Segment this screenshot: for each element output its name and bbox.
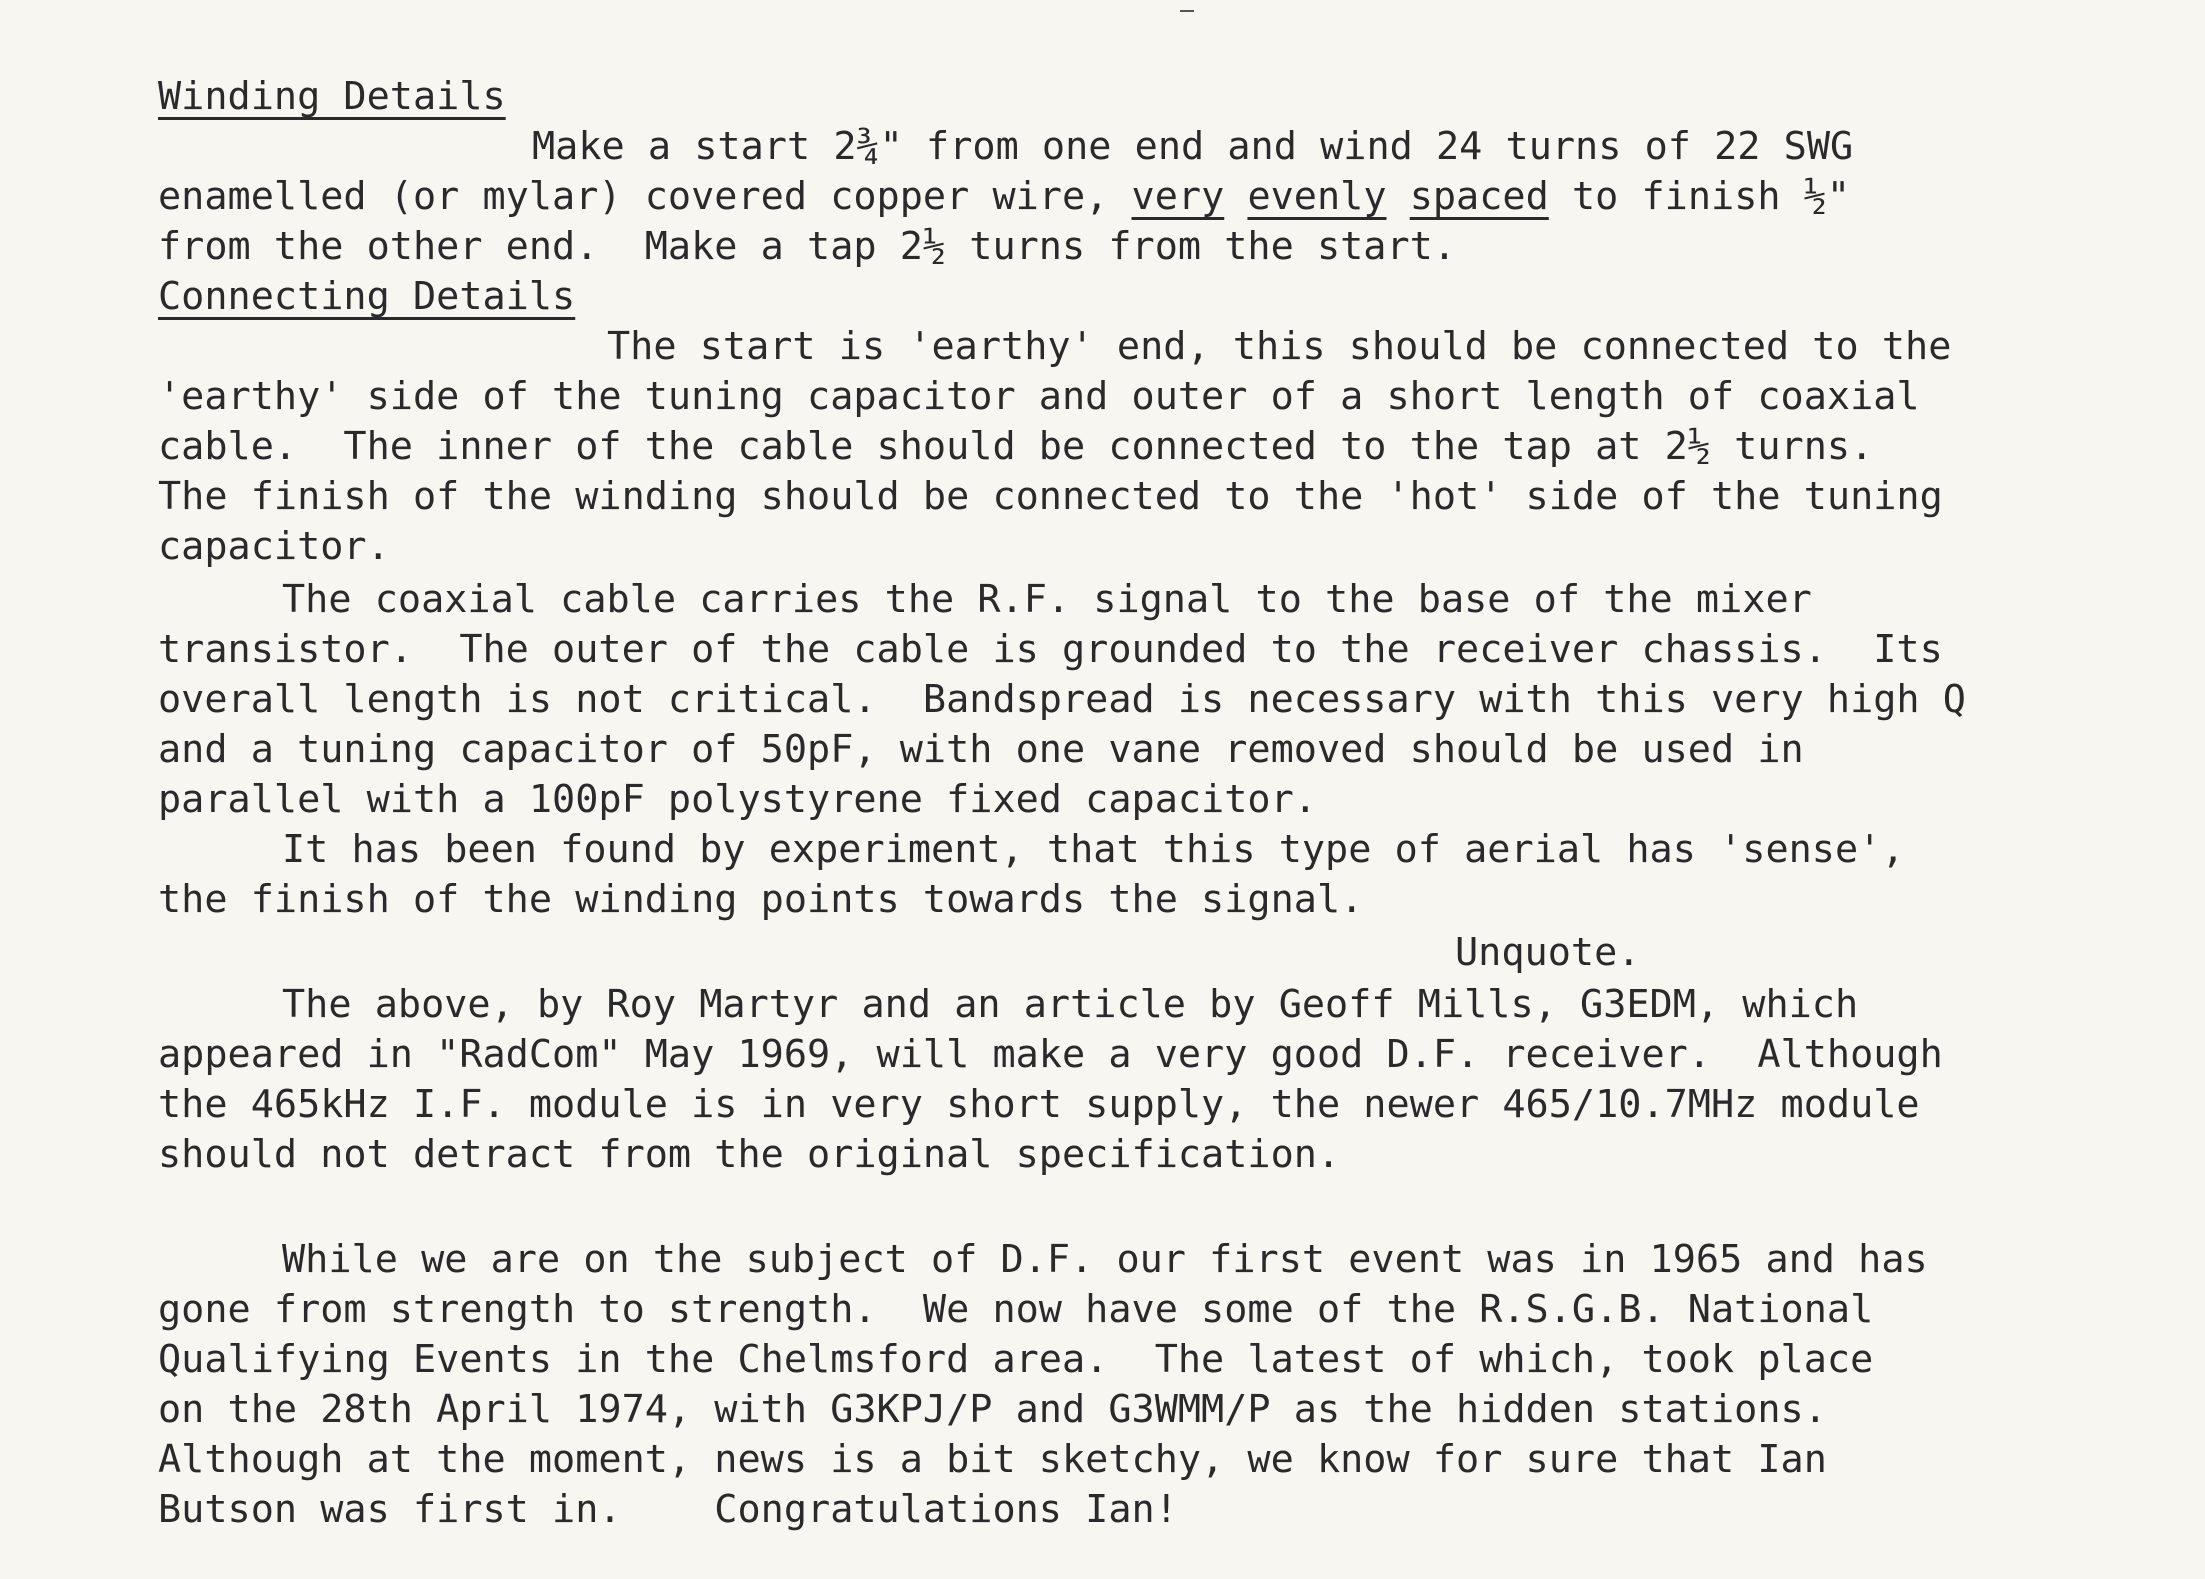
- winding-line-2: [158, 172, 1850, 222]
- df-para-line-5: Although at the moment, news is a bit sketchy, we know for sure that Ian: [158, 1437, 1827, 1482]
- winding-line-1: Make a start 2¾" from one end and wind 24 turns of 22 SWG: [532, 124, 1854, 169]
- df-para-line-3: Qualifying Events in the Chelmsford area. The latest of which, took place: [158, 1337, 1874, 1382]
- coax-para-line-4: and a tuning capacitor of 50pF, with one vane removed should be used in: [158, 727, 1804, 772]
- winding-line-3: from the other end. Make a tap 2½ turns from the start.: [158, 224, 1457, 269]
- connecting-line-1: The start is 'earthy' end, this should be connected to the: [607, 324, 1952, 369]
- winding-line-2a: enamelled (or mylar) covered copper wire,: [158, 174, 1132, 219]
- above-para-line-3: the 465kHz I.F. module is in very short supply, the newer 465/10.7MHz module: [158, 1082, 1920, 1127]
- ink-mark: [1180, 10, 1194, 12]
- above-para-line-4: should not detract from the original specification.: [158, 1132, 1341, 1177]
- connecting-line-2: 'earthy' side of the tuning capacitor and outer of a short length of coaxial: [158, 374, 1920, 419]
- df-para-line-4: on the 28th April 1974, with G3KPJ/P and G3WMM/P as the hidden stations.: [158, 1387, 1827, 1432]
- connecting-line-3: cable. The inner of the cable should be connected to the tap at 2½ turns.: [158, 424, 1874, 469]
- df-para-line-2: gone from strength to strength. We now have some of the R.S.G.B. National: [158, 1287, 1874, 1332]
- heading-connecting-details: Connecting Details: [158, 274, 576, 319]
- sense-para-line-1: It has been found by experiment, that this type of aerial has 'sense',: [282, 827, 1905, 872]
- connecting-line-4: The finish of the winding should be connected to the 'hot' side of the tuning: [158, 474, 1943, 519]
- df-para-line-1: While we are on the subject of D.F. our first event was in 1965 and has: [282, 1237, 1928, 1282]
- winding-line-2c: to finish ½": [1548, 174, 1851, 219]
- underlined-very: very: [1131, 174, 1225, 219]
- above-para-line-1: The above, by Roy Martyr and an article by Geoff Mills, G3EDM, which: [282, 982, 1859, 1027]
- heading-winding-details: Winding Details: [158, 74, 506, 119]
- coax-para-line-5: parallel with a 100pF polystyrene fixed capacitor.: [158, 777, 1317, 822]
- underlined-evenly: evenly: [1247, 174, 1387, 219]
- connecting-line-5: capacitor.: [158, 524, 390, 569]
- unquote: Unquote.: [1455, 930, 1641, 975]
- df-para-line-6: Butson was first in. Congratulations Ian!: [158, 1487, 1178, 1532]
- above-para-line-2: appeared in "RadCom" May 1969, will make a very good D.F. receiver. Although: [158, 1032, 1943, 1077]
- underlined-spaced: spaced: [1409, 174, 1549, 219]
- sense-para-line-2: the finish of the winding points towards the signal.: [158, 877, 1364, 922]
- coax-para-line-2: transistor. The outer of the cable is grounded to the receiver chassis. Its: [158, 627, 1943, 672]
- coax-para-line-1: The coaxial cable carries the R.F. signal to the base of the mixer: [282, 577, 1812, 622]
- coax-para-line-3: overall length is not critical. Bandspread is necessary with this very high Q: [158, 677, 1966, 722]
